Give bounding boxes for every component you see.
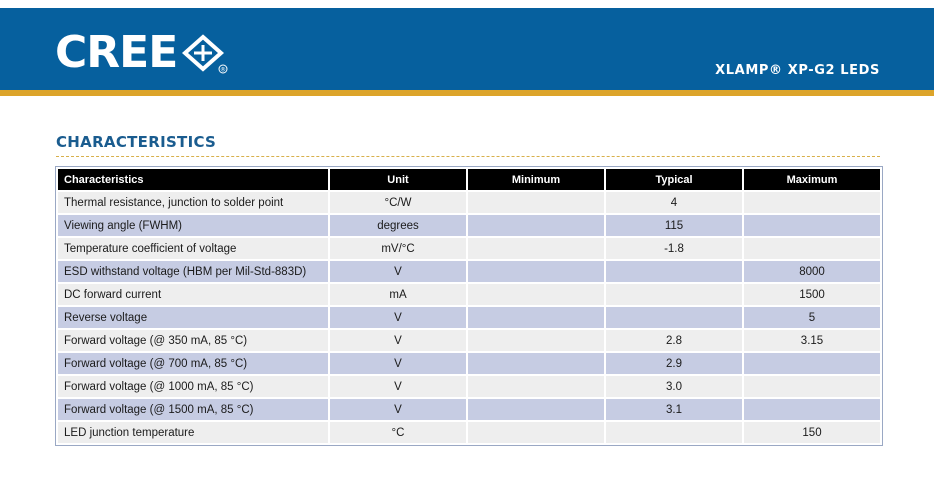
characteristics-table (55, 166, 883, 446)
typical-cell: 2.9 (606, 353, 742, 374)
minimum-cell (468, 238, 604, 259)
characteristic-cell: Temperature coefficient of voltage (58, 238, 328, 259)
section-divider (56, 156, 880, 157)
maximum-cell: 1500 (744, 284, 880, 305)
table-row (58, 307, 880, 328)
minimum-cell (468, 376, 604, 397)
table-row (58, 192, 880, 213)
column-header-minimum: Minimum (468, 169, 604, 190)
registered-mark: ® (220, 66, 227, 74)
table-row (58, 399, 880, 420)
cree-diamond-icon (181, 31, 231, 75)
unit-cell: V (330, 330, 466, 351)
unit-cell: V (330, 353, 466, 374)
characteristic-cell: Forward voltage (@ 350 mA, 85 °C) (58, 330, 328, 351)
characteristic-cell: LED junction temperature (58, 422, 328, 443)
characteristic-cell: Viewing angle (FWHM) (58, 215, 328, 236)
minimum-cell (468, 284, 604, 305)
maximum-cell: 8000 (744, 261, 880, 282)
section-title: CHARACTERISTICS (56, 133, 217, 151)
unit-cell: mA (330, 284, 466, 305)
table-row (58, 353, 880, 374)
unit-cell: V (330, 399, 466, 420)
page-header (0, 8, 934, 90)
cree-logo (55, 26, 231, 80)
maximum-cell (744, 399, 880, 420)
minimum-cell (468, 192, 604, 213)
column-header-typical: Typical (606, 169, 742, 190)
minimum-cell (468, 307, 604, 328)
maximum-cell (744, 376, 880, 397)
characteristic-cell: Reverse voltage (58, 307, 328, 328)
table-row (58, 330, 880, 351)
minimum-cell (468, 215, 604, 236)
minimum-cell (468, 399, 604, 420)
typical-cell: 2.8 (606, 330, 742, 351)
characteristic-cell: Forward voltage (@ 700 mA, 85 °C) (58, 353, 328, 374)
typical-cell: 3.0 (606, 376, 742, 397)
unit-cell: V (330, 261, 466, 282)
column-header-characteristics: Characteristics (58, 169, 328, 190)
brand-name: CREE (55, 27, 178, 78)
header-stripe (0, 90, 934, 96)
typical-cell (606, 261, 742, 282)
minimum-cell (468, 353, 604, 374)
unit-cell: degrees (330, 215, 466, 236)
table-row (58, 215, 880, 236)
column-header-maximum: Maximum (744, 169, 880, 190)
table-row (58, 261, 880, 282)
table-row (58, 238, 880, 259)
unit-cell: V (330, 307, 466, 328)
maximum-cell: 150 (744, 422, 880, 443)
maximum-cell: 3.15 (744, 330, 880, 351)
typical-cell: 115 (606, 215, 742, 236)
characteristic-cell: Forward voltage (@ 1500 mA, 85 °C) (58, 399, 328, 420)
column-header-unit: Unit (330, 169, 466, 190)
minimum-cell (468, 422, 604, 443)
unit-cell: mV/°C (330, 238, 466, 259)
minimum-cell (468, 261, 604, 282)
typical-cell (606, 307, 742, 328)
typical-cell: 4 (606, 192, 742, 213)
characteristic-cell: Thermal resistance, junction to solder point (58, 192, 328, 213)
maximum-cell: 5 (744, 307, 880, 328)
maximum-cell (744, 192, 880, 213)
unit-cell: °C (330, 422, 466, 443)
maximum-cell (744, 215, 880, 236)
typical-cell: 3.1 (606, 399, 742, 420)
typical-cell: -1.8 (606, 238, 742, 259)
characteristic-cell: ESD withstand voltage (HBM per Mil-Std-883D) (58, 261, 328, 282)
typical-cell (606, 422, 742, 443)
characteristic-cell: DC forward current (58, 284, 328, 305)
table-row (58, 376, 880, 397)
minimum-cell (468, 330, 604, 351)
product-title: XLAMP® XP-G2 LEDS (715, 63, 880, 78)
maximum-cell (744, 353, 880, 374)
characteristic-cell: Forward voltage (@ 1000 mA, 85 °C) (58, 376, 328, 397)
maximum-cell (744, 238, 880, 259)
table-row (58, 284, 880, 305)
table-row (58, 422, 880, 443)
unit-cell: V (330, 376, 466, 397)
typical-cell (606, 284, 742, 305)
table-header-row (58, 169, 880, 190)
unit-cell: °C/W (330, 192, 466, 213)
